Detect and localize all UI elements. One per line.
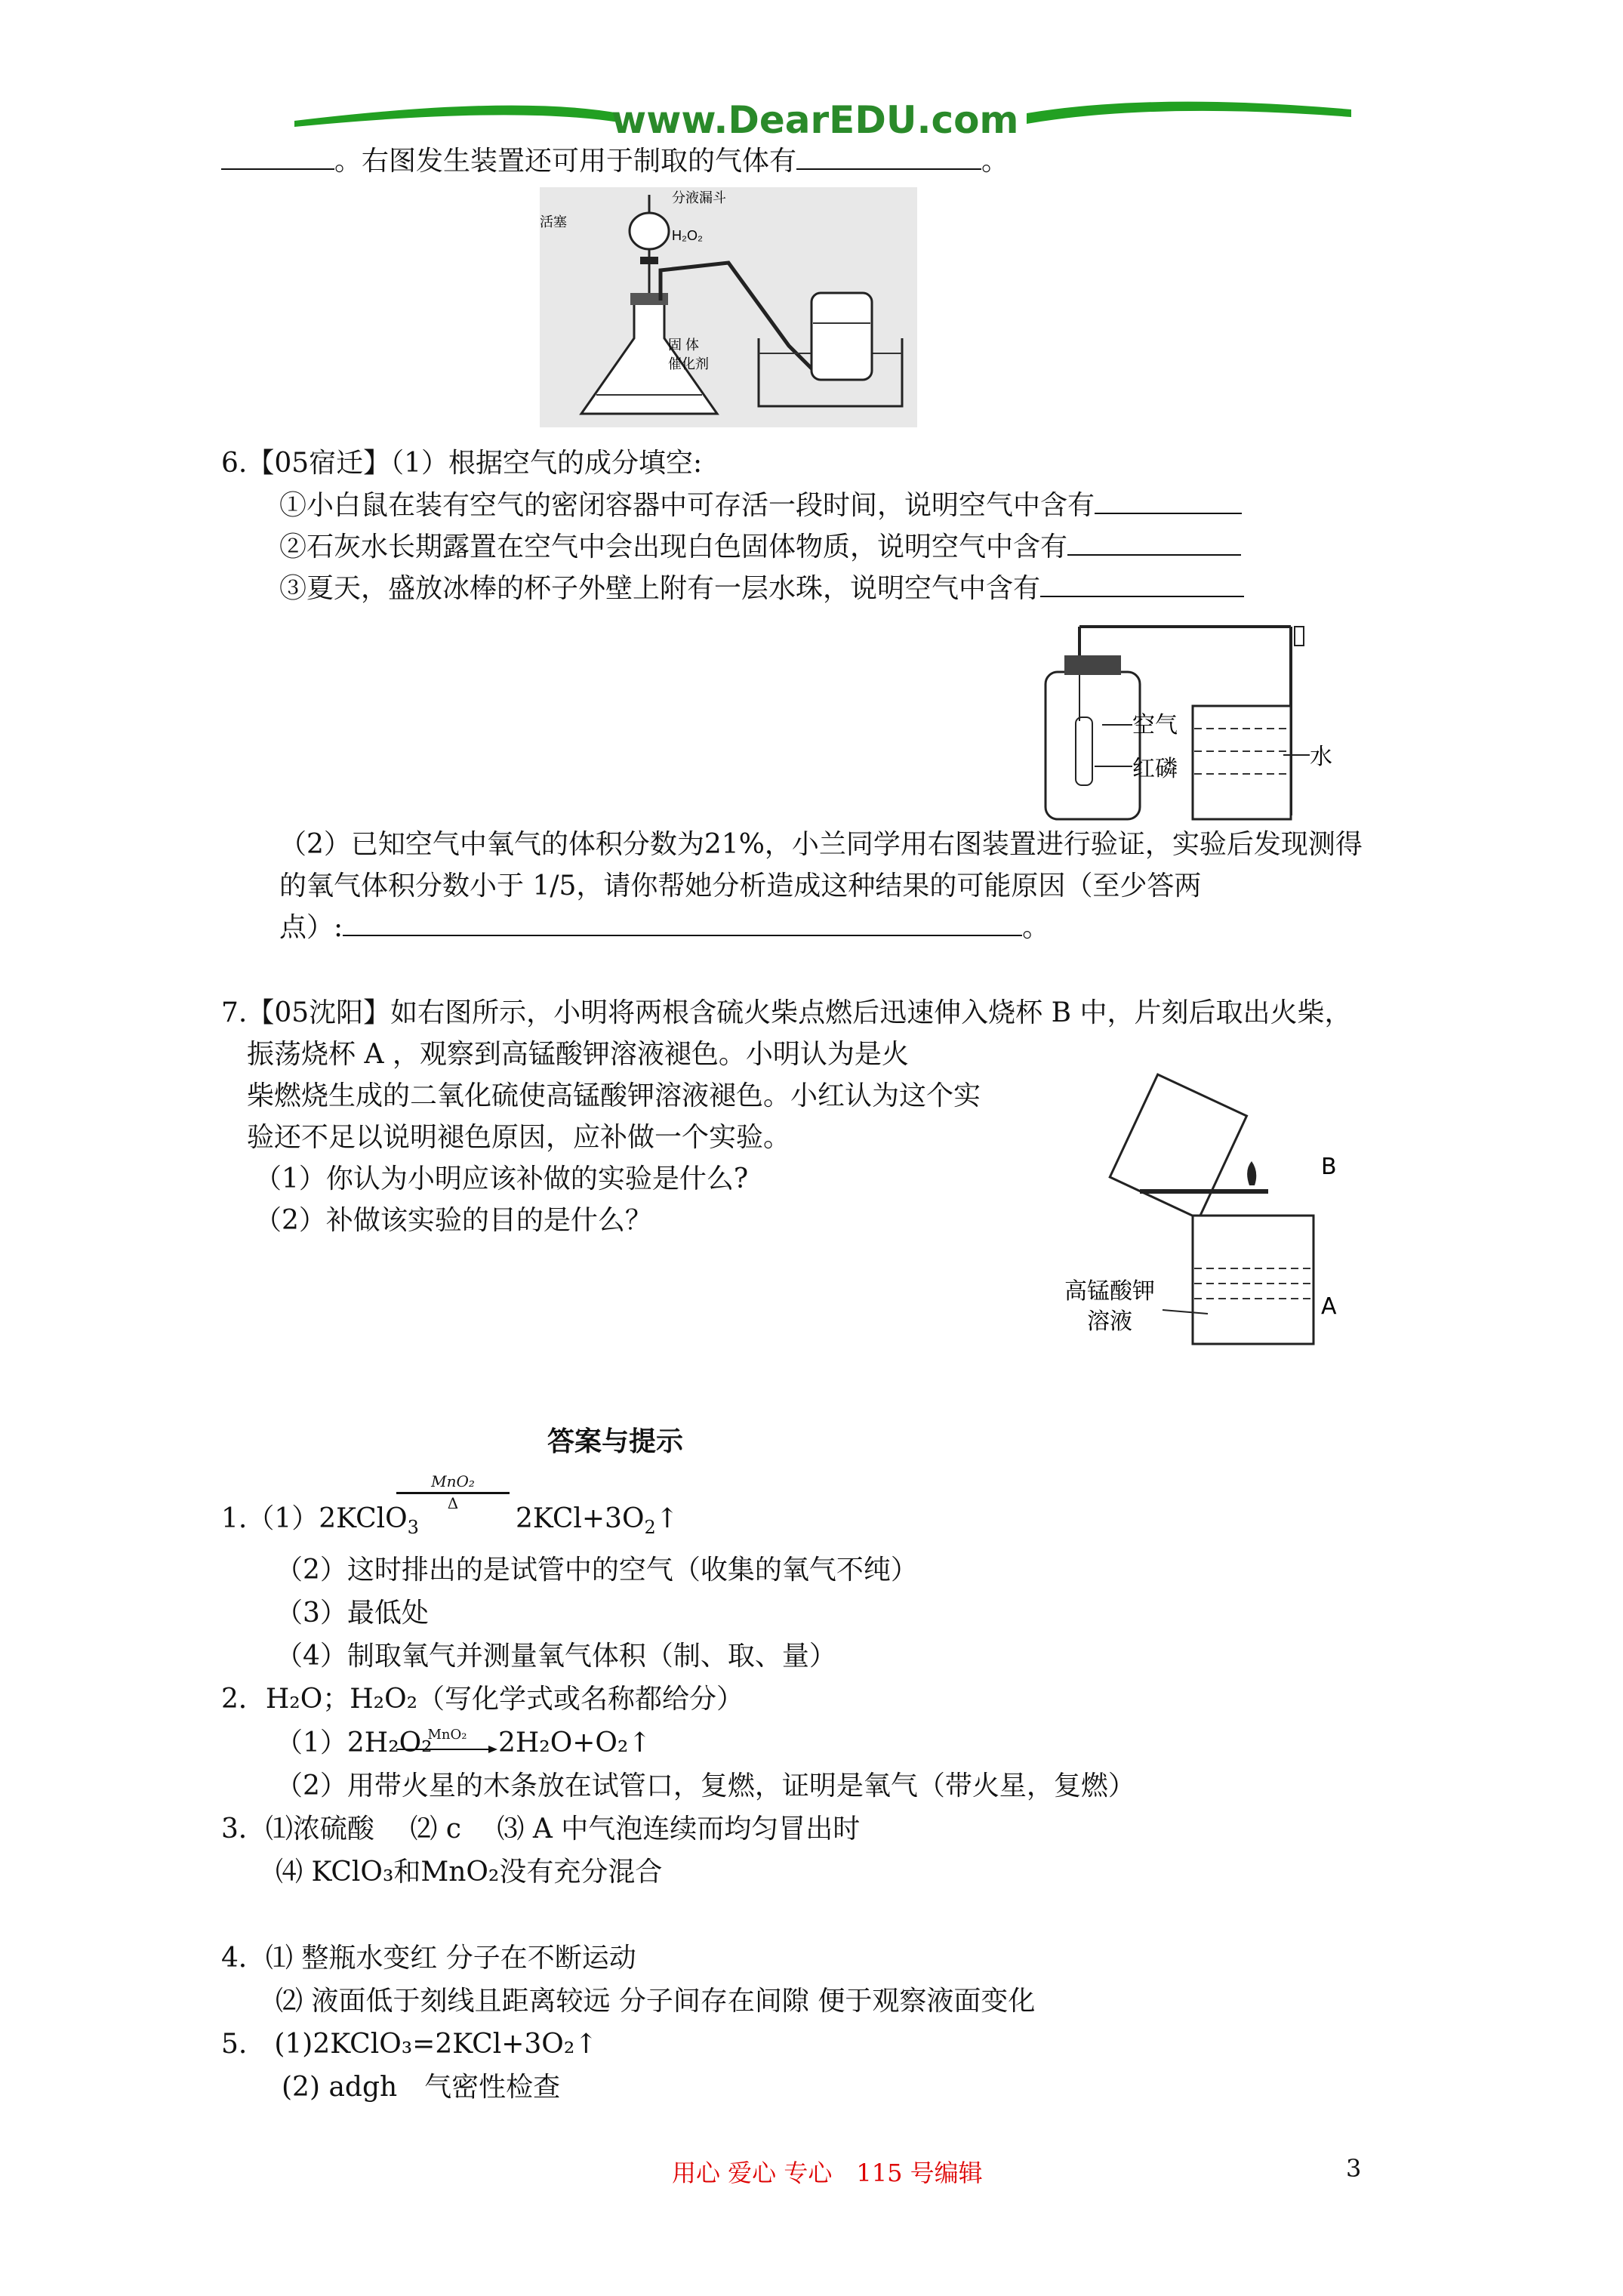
label-separatory-funnel: 分液漏斗 <box>672 190 726 205</box>
footer-text: 用心 爱心 专心 115 号编辑 <box>672 2159 983 2187</box>
red-phosphorus-figure <box>1034 619 1351 823</box>
q7-line6: （2）补做该实验的目的是什么？ <box>254 1205 652 1236</box>
label-solid: 固 体 <box>668 337 700 353</box>
q6-title: 6.【05宿迁】（1）根据空气的成分填空: <box>221 448 703 479</box>
answer-4-2: ⑵ 液面低于刻线且距离较远 分子间存在间隙 便于观察液面变化 <box>276 1986 1036 2017</box>
label-solution: 溶液 <box>1087 1308 1132 1335</box>
label-air: 空气 <box>1132 712 1178 738</box>
answer-blank[interactable] <box>221 146 334 170</box>
answer-2-1: （1）2H₂O₂ <box>276 1727 433 1758</box>
q7-line3: 柴燃烧生成的二氧化硫使高锰酸钾溶液褪色。小红认为这个实 <box>247 1080 981 1111</box>
q7-line1: 7.【05沈阳】如右图所示，小明将两根含硫火柴点燃后迅速伸入烧杯 B 中，片刻后取出火柴， <box>221 997 1352 1028</box>
beaker-figure <box>1057 1065 1344 1351</box>
answer-blank[interactable] <box>1095 490 1242 514</box>
q6-part2-line1: （2）已知空气中氧气的体积分数为21%，小兰同学用右图装置进行验证，实验后发现测得 <box>279 829 1363 860</box>
label-catalyst: 催化剂 <box>668 356 709 371</box>
q7-line2: 振荡烧杯 A ，观察到高锰酸钾溶液褪色。小明认为是火 <box>247 1039 909 1070</box>
answer-1-1: 1.（1）2KClO$_3$ <box>221 1503 419 1539</box>
answer-1-1-product: $2KCl+3O_2↑$ <box>516 1503 679 1539</box>
answer-1-2: （2）这时排出的是试管中的空气（收集的氧气不纯） <box>276 1555 918 1586</box>
q7-line4: 验还不足以说明褪色原因，应补做一个实验。 <box>247 1122 791 1153</box>
answer-5-1: 5. (1)2KClO₃=2KCl+3O₂↑ <box>221 2029 598 2060</box>
q6-part2-line2: 的氧气体积分数小于 1/5，请你帮她分析造成这种结果的可能原因（至少答两 <box>279 871 1202 901</box>
answer-4-1: 4．⑴ 整瓶水变红 分子在不断运动 <box>221 1943 636 1974</box>
answer-blank[interactable] <box>1040 573 1244 597</box>
reaction-arrow: MnO₂ <box>396 1727 498 1757</box>
q6-item-3: ③夏天，盛放冰棒的杯子外壁上附有一层水珠，说明空气中含有 <box>279 572 1244 606</box>
label-stopcock: 活塞 <box>540 214 567 230</box>
answer-2: 2．H₂O；H₂O₂（写化学式或名称都给分） <box>221 1684 744 1715</box>
q5-tail-line: 。右图发生装置还可用于制取的气体有 。 <box>221 145 1009 178</box>
label-water: 水 <box>1310 744 1332 770</box>
arrow-icon <box>396 1745 498 1754</box>
site-logo[interactable]: www.DearEDU.com <box>611 98 1019 142</box>
answer-3-2: ⑷ KClO₃和MnO₂没有充分混合 <box>276 1857 663 1888</box>
answers-title: 答案与提示 <box>547 1425 684 1457</box>
answer-3-1: 3．⑴浓硫酸 ⑵ c ⑶ A 中气泡连续而均匀冒出时 <box>221 1814 861 1845</box>
answer-blank[interactable] <box>1067 532 1241 556</box>
label-b: B <box>1321 1154 1337 1180</box>
gas-generator-figure <box>540 187 917 427</box>
label-kmno4: 高锰酸钾 <box>1064 1278 1155 1305</box>
answer-2-2: （2）用带火星的木条放在试管口，复燃，证明是氧气（带火星，复燃） <box>276 1771 1135 1801</box>
q7-line5: （1）你认为小明应该补做的实验是什么? <box>254 1163 749 1194</box>
answer-blank[interactable] <box>796 146 981 170</box>
label-a: A <box>1321 1293 1337 1320</box>
q6-item-1: ①小白鼠在装有空气的密闭容器中可存活一段时间，说明空气中含有 <box>279 489 1242 522</box>
q6-item-2: ②石灰水长期露置在空气中会出现白色固体物质，说明空气中含有 <box>279 531 1241 564</box>
label-h2o2: H₂O₂ <box>672 228 703 243</box>
reaction-condition: MnO₂ Δ <box>396 1472 510 1512</box>
answer-2-1-product: 2H₂O+O₂↑ <box>498 1727 651 1758</box>
answer-5-2: (2) adgh 气密性检查 <box>282 2072 561 2103</box>
q6-part2-line3: 点）: 。 <box>279 912 1050 943</box>
answer-1-3: （3）最低处 <box>276 1598 429 1629</box>
page-number: 3 <box>1346 2154 1362 2183</box>
answer-1-4: （4）制取氧气并测量氧气体积（制、取、量） <box>276 1641 836 1672</box>
answer-blank[interactable] <box>343 912 1022 936</box>
label-red-phosphorus: 红磷 <box>1132 756 1178 782</box>
q5-text: 。右图发生装置还可用于制取的气体有 <box>334 146 797 177</box>
